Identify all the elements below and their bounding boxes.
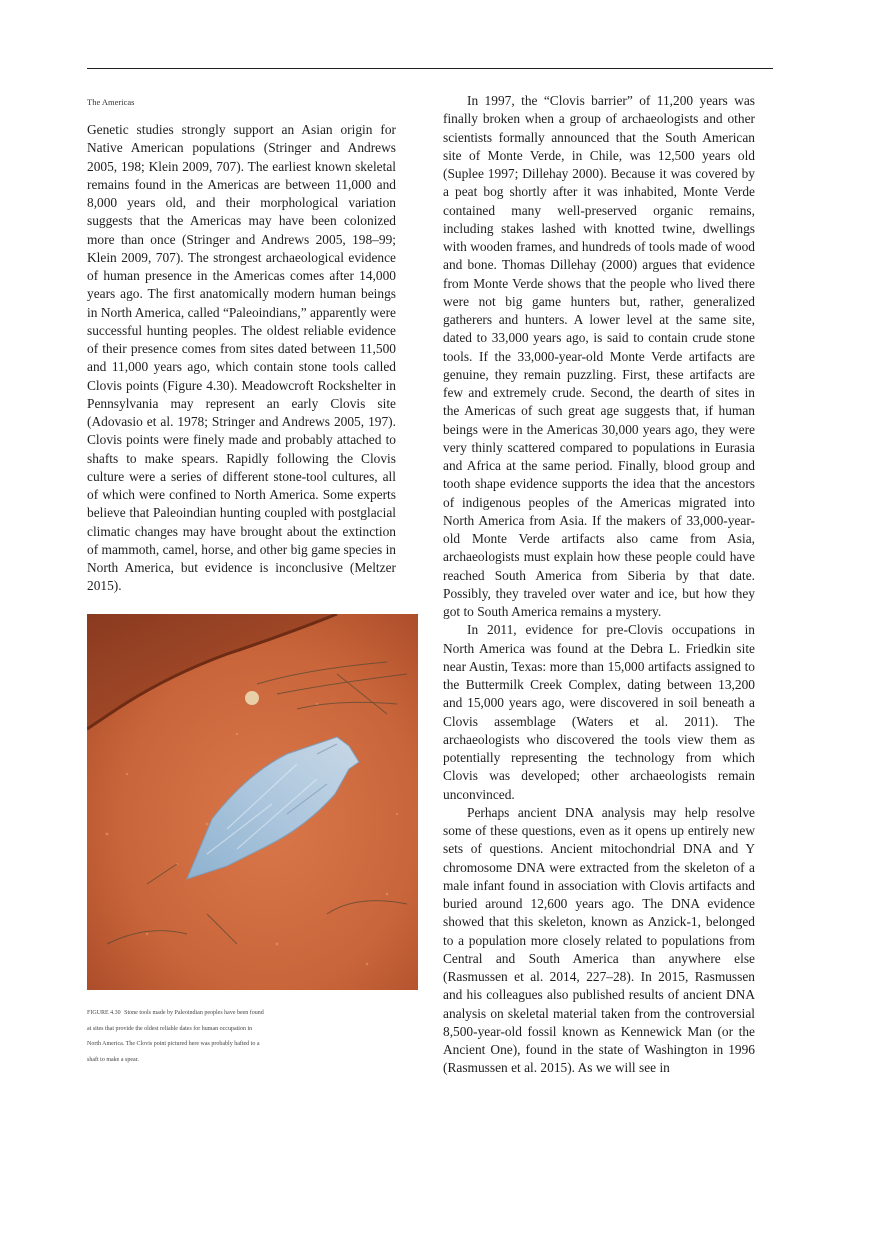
- figure-caption: [87, 1006, 267, 1068]
- right-paragraph: In 2011, evidence for pre-Clovis occupations in North America was found at the Debra L. Friedkin site near Austin, Texas: more than 15,000 artifacts assigned to the Buttermilk Creek Complex, dating between 13,200 and 15,000 years ago, were discovered in soil beneath a Clovis assemblage (Waters et al. 2011). The archaeologists who discovered the tools view them as potentially representing the technology from which Clovis was developed; other archaeologists remain unconvinced.: [443, 622, 755, 802]
- left-column: [87, 121, 396, 596]
- right-paragraph: In 1997, the “Clovis barrier” of 11,200 years was finally broken when a group of archaeologists and other scientists formally announced that the South American site of Monte Verde, in Chile, was 12,500 years old (Suplee 1997; Dillehay 2000). Because it was covered by a peat bog shortly after it was inhabited, Monte Verde contained many well-preserved organic remains, including stakes lashed with knotted twine, dwellings with wooden frames, and hundreds of tools made of wood and bone. Thomas Dillehay (2000) argues that evidence from Monte Verde shows that the people who lived there were not big game hunters but, rather, generalized gatherers and hunters. A lower level at the same site, dated to 33,000 years ago, is said to contain crude stone tools. If the 33,000-year-old Monte Verde artifacts are genuine, they remain puzzling. First, these artifacts are few and extremely crude. Second, the dearth of sites in the Americas of such great age suggests that, if human beings were in the Americas 30,000 years ago, they were very thinly scattered compared to populations in Eurasia and Africa at the same period. Finally, blood group and tooth shape evidence supports the idea that the ancestors of indigenous peoples of the Americas migrated into North America from Asia. If the makers of 33,000-year-old Monte Verde artifacts also came from Asia, archaeologists must explain how these people could have reached South America from Siberia by that date. Possibly, they traveled over water and ice, but how they got to South America remains a mystery.: [443, 93, 755, 619]
- header-rule: [87, 68, 773, 69]
- right-paragraph: Perhaps ancient DNA analysis may help resolve some of these questions, even as it opens up entirely new sets of questions. Ancient mitochondrial DNA and Y chromosome DNA were extracted from the skeleton of a male infant found in association with Clovis artifacts and buried around 12,600 years ago. The DNA evidence showed that this skeleton, known as Anzick-1, belonged to a population more closely related to populations from Central and South America than anywhere else (Rasmussen et al. 2014, 227–28). In 2015, Rasmussen and his colleagues also published results of ancient DNA analysis on skeletal material taken from the controversial 8,500-year-old fossil known as Kennewick Man (or the Ancient One), found in the state of Washington in 1996 (Rasmussen et al. 2015). As we will see in: [443, 804, 755, 1076]
- right-column: [443, 92, 755, 1078]
- clovis-point-photo: [87, 614, 418, 990]
- figure-label: FIGURE 4.30: [87, 1010, 121, 1016]
- left-paragraph: Genetic studies strongly support an Asian origin for Native American populations (Stringer and Andrews 2005, 198; Klein 2009, 707). The earliest known skeletal remains found in the Americas are between 11,000 and 8,000 years old, and their morphological variation suggests that the Americas may have been colonized more than once (Stringer and Andrews 2005, 198–99; Klein 2009, 707). The strongest archaeological evidence of human presence in the Americas comes after 14,000 years ago. The first anatomically modern human beings in North America, called “Paleoindians,” apparently were successful hunting peoples. The oldest reliable evidence of their presence comes from sites dated between 11,500 and 11,000 years ago, which contain stone tools called Clovis points (Figure 4.30). Meadowcroft Rockshelter in Pennsylvania may represent an early Clovis site (Adovasio et al. 1978; Stringer and Andrews 2005, 197). Clovis points were finely made and probably attached to shafts to make spears. Rapidly following the Clovis culture were a series of different stone-tool cultures, all of which were confined to North America. Some experts believe that Paleoindian hunting coupled with postglacial climatic changes may have brought about the extinction of mammoth, camel, horse, and other big game species in North America, but evidence is inconclusive (Meltzer 2015).: [87, 122, 396, 594]
- running-head: The Americas: [87, 97, 135, 107]
- figure-caption-text: Stone tools made by Paleoindian peoples have been found at sites that provide the oldest reliable dates for human occupation in North America. The Clovis point pictured here was probably hafted to a shaft to make a spear.: [87, 1010, 264, 1063]
- figure-clovis-point-photo: [87, 614, 418, 990]
